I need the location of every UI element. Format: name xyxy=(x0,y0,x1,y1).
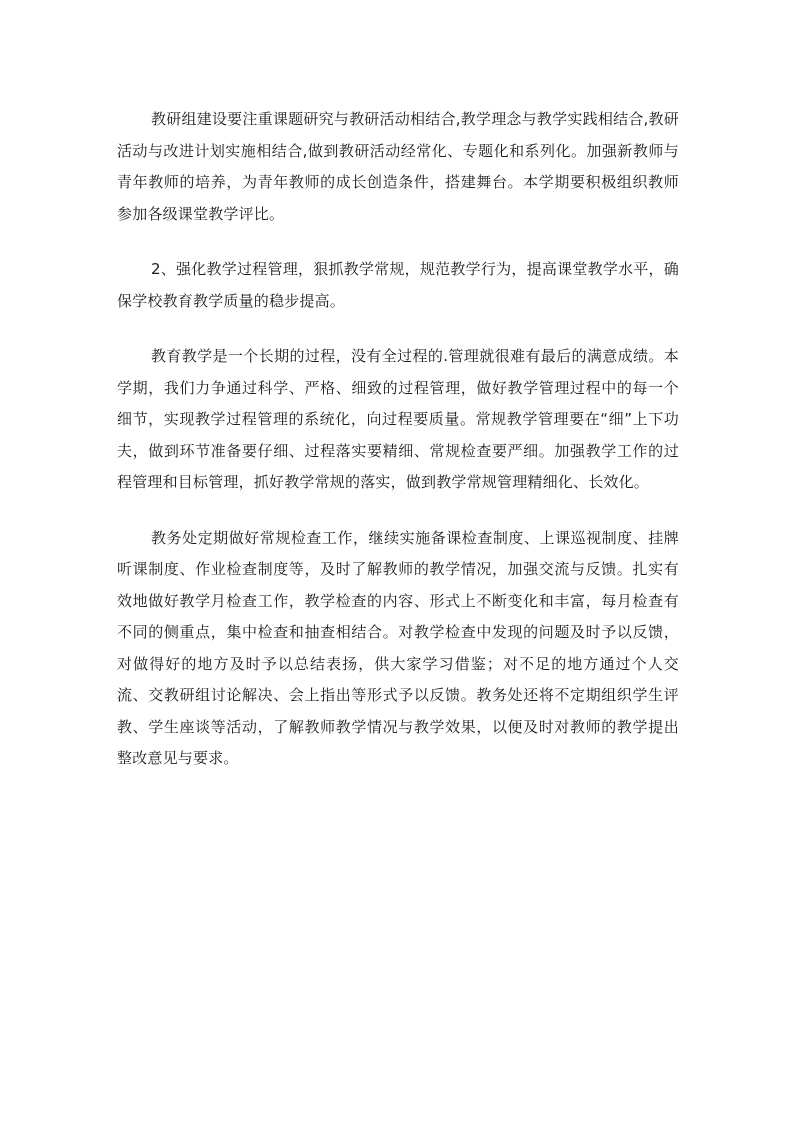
paragraph-routine-inspection: 教务处定期做好常规检查工作，继续实施备课检查制度、上课巡视制度、挂牌听课制度、作业检查制度等，及时了解教师的教学情况，加强交流与反馈。扎实有效地做好教学月检查工作，教学检查的内容、形式上不断变化和丰富，每月检查有不同的侧重点，集中检查和抽查相结合。对教学检查中发现的问题及时予以反馈，对做得好的地方及时予以总结表扬，供大家学习借鉴；对不足的地方通过个人交流、交教研组讨论解决、会上指出等形式予以反馈。教务处还将不定期组织学生评教、学生座谈等活动，了解教师教学情况与教学效果，以便及时对教师的教学提出整改意见与要求。 xyxy=(117,528,679,767)
paragraph-process-management-heading: 2、强化教学过程管理，狠抓教学常规，规范教学行为，提高课堂教学水平，确保学校教育教学质量的稳步提高。 xyxy=(117,260,679,310)
paragraph-teaching-research: 教研组建设要注重课题研究与教研活动相结合,教学理念与教学实践相结合,教研活动与改进计划实施相结合,做到教研活动经常化、专题化和系列化。加强新教师与青年教师的培养，为青年教师的成长创造条件，搭建舞台。本学期要积极组织教师参加各级课堂教学评比。 xyxy=(117,110,679,223)
paragraph-process-management: 教育教学是一个长期的过程，没有全过程的.管理就很难有最后的满意成绩。本学期，我们力争通过科学、严格、细致的过程管理，做好教学管理过程中的每一个细节，实现教学过程管理的系统化，向过程要质量。常规教学管理要在“细”上下功夫，做到环节准备要仔细、过程落实要精细、常规检查要严细。加强教学工作的过程管理和目标管理，抓好教学常规的落实，做到教学常规管理精细化、长效化。 xyxy=(117,347,679,491)
document-body xyxy=(117,104,679,799)
